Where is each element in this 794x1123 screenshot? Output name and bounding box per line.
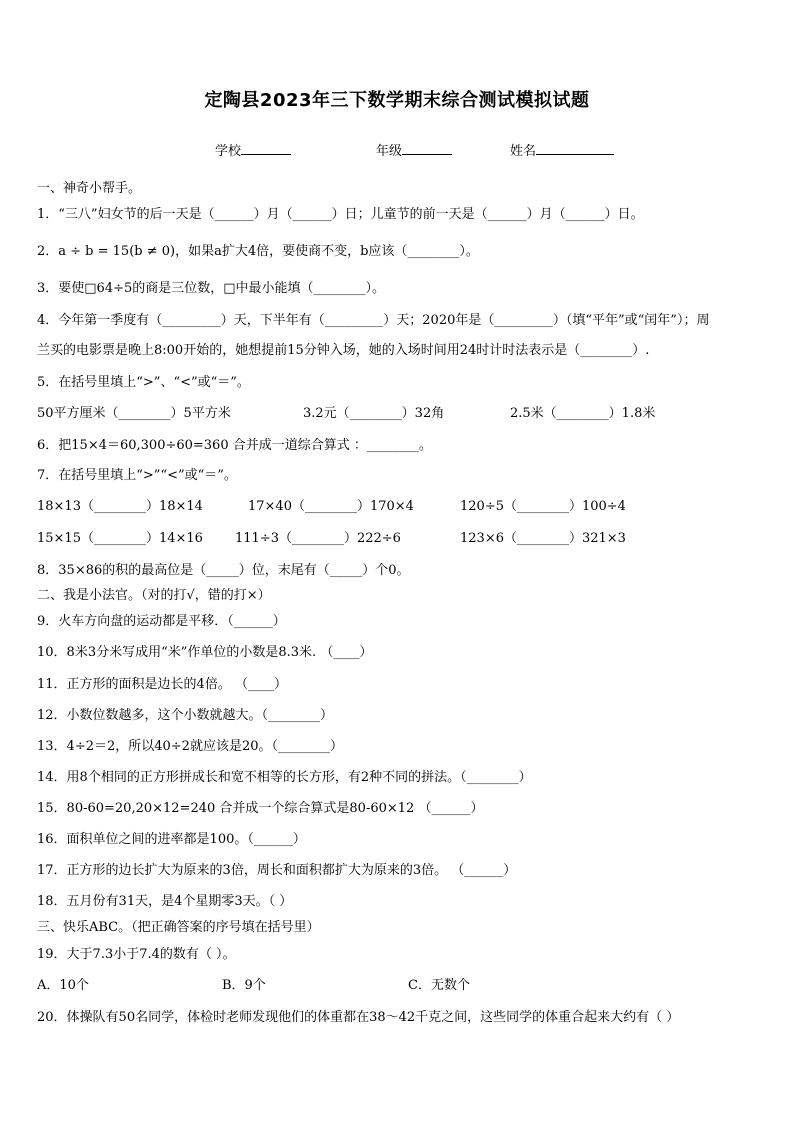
question-14: 14．用8个相同的正方形拼成长和宽不相等的长方形，有2种不同的拼法。（________） xyxy=(37,770,532,785)
question-9: 9．火车方向盘的运动都是平移．（______） xyxy=(37,614,286,629)
question-10: 10．8米3分米写成用“米”作单位的小数是8.3米. （____） xyxy=(37,645,373,660)
question-18: 18．五月份有31天，是4个星期零3天。（ ） xyxy=(37,894,293,909)
question-12: 12．小数位数越多，这个小数就越大。（________） xyxy=(37,708,334,723)
question-16: 16．面积单位之间的进率都是100。（______） xyxy=(37,832,306,847)
question-5: 5．在括号里填上“>”、“<”或“＝”。 xyxy=(37,375,250,390)
question-17: 17．正方形的边长扩大为原来的3倍，周长和面积都扩大为原来的3倍。 （______） xyxy=(37,863,517,878)
question-4-line-2: 兰买的电影票是晚上8:00开始的，她想提前15分钟入场，她的入场时间用24时计时法表示是（________）. xyxy=(37,343,650,358)
question-7-item: 17×40（________）170×4 xyxy=(248,499,414,514)
question-7-item: 15×15（________）14×16 xyxy=(37,531,203,546)
question-20: 20．体操队有50名同学，体检时老师发现他们的体重都在38～42千克之间，这些同学的体重合起来大约有（ ） xyxy=(37,1010,680,1025)
exam-title: 定陶县2023年三下数学期末综合测试模拟试题 xyxy=(204,90,590,111)
section-3-heading: 三、快乐ABC。（把正确答案的序号填在括号里） xyxy=(37,920,320,935)
question-11: 11．正方形的面积是边长的4倍。 （____） xyxy=(37,677,287,692)
question-19-option-c: C．无数个 xyxy=(408,978,470,993)
question-7-item: 111÷3（________）222÷6 xyxy=(235,531,401,546)
question-3: 3．要使□64÷5的商是三位数，□中最小能填（________）。 xyxy=(37,281,386,296)
grade-label: 年级 xyxy=(376,144,403,159)
school-blank[interactable] xyxy=(241,142,291,155)
question-1: 1．“三八”妇女节的后一天是（______）月（______）日；儿童节的前一天是（______）月（______）日。 xyxy=(37,207,644,222)
question-8: 8．35×86的积的最高位是（_____）位，末尾有（_____）个0。 xyxy=(37,563,410,578)
question-2: 2．a ÷ b = 15(b ≠ 0)，如果a扩大4倍，要使商不变，b应该（________）。 xyxy=(37,244,479,259)
name-blank[interactable] xyxy=(536,142,614,155)
grade-blank[interactable] xyxy=(402,142,452,155)
question-5-item: 3.2元（________）32角 xyxy=(303,406,445,421)
school-label: 学校 xyxy=(215,144,242,159)
question-7-item: 120÷5（________）100÷4 xyxy=(460,499,626,514)
question-19-option-a: A．10个 xyxy=(37,978,89,993)
question-5-item: 50平方厘米（________）5平方米 xyxy=(37,406,231,421)
question-6: 6．把15×4＝60,300÷60=360 合并成一道综合算式 ：________。 xyxy=(37,438,432,453)
school-field xyxy=(215,140,291,159)
question-13: 13．4÷2＝2，所以40÷2就应该是20。（________） xyxy=(37,739,343,754)
question-7-item: 123×6（________）321×3 xyxy=(460,531,626,546)
question-7: 7．在括号里填上“>”“<”或“＝”。 xyxy=(37,468,237,483)
section-1-heading: 一、神奇小帮手。 xyxy=(37,181,142,196)
name-field xyxy=(510,140,614,159)
question-4-line-1: 4．今年第一季度有（_________）天，下半年有（_________）天；2020年是（_________）（填“平年”或“闰年”）；周 xyxy=(37,313,710,328)
question-19: 19．大于7.3小于7.4的数有（ ）。 xyxy=(37,947,236,962)
question-19-option-b: B．9个 xyxy=(222,978,266,993)
section-2-heading: 二、我是小法官。（对的打√，错的打×） xyxy=(37,588,271,603)
name-label: 姓名 xyxy=(510,144,537,159)
question-15: 15．80-60=20,20×12=240 合并成一个综合算式是80-60×12 （______） xyxy=(37,801,484,816)
question-5-item: 2.5米（________）1.8米 xyxy=(510,406,656,421)
grade-field xyxy=(376,140,452,159)
question-7-item: 18×13（________）18×14 xyxy=(37,499,203,514)
